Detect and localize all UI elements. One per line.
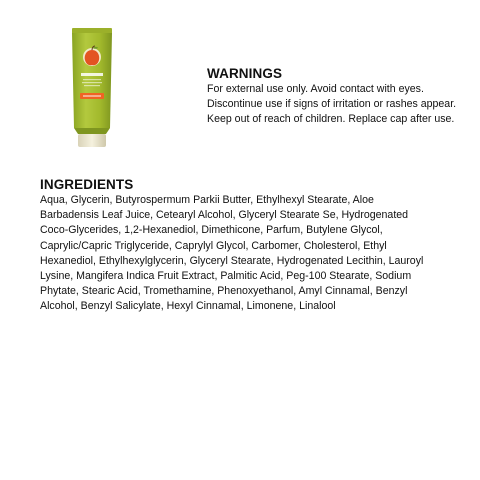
ingredients-line: Coco-Glycerides, 1,2-Hexanediol, Dimethicone, Parfum, Butylene Glycol, <box>40 224 383 237</box>
product-tube-image <box>68 26 116 148</box>
ingredients-line: Lysine, Mangifera Indica Fruit Extract, Palmitic Acid, Peg-100 Stearate, Sodium <box>40 270 412 283</box>
warnings-text <box>207 82 475 128</box>
ingredients-line: Caprylic/Capric Triglyceride, Caprylyl Glycol, Carbomer, Cholesterol, Ethyl <box>40 239 387 252</box>
warnings-title: WARNINGS <box>207 66 283 81</box>
ingredients-title: INGREDIENTS <box>40 177 134 192</box>
hand-cream-tube-icon <box>68 26 116 148</box>
warnings-line: For external use only. Avoid contact with eyes. <box>207 83 424 95</box>
ingredients-text <box>40 193 460 315</box>
ingredients-section <box>40 177 460 315</box>
tube-label-name <box>81 73 103 76</box>
warnings-line: Discontinue use if signs of irritation or rashes appear. <box>207 98 457 111</box>
ingredients-line: Phytate, Stearic Acid, Tromethamine, Phenoxyethanol, Amyl Cinnamal, Benzyl <box>40 285 408 298</box>
tube-shoulder <box>74 128 110 134</box>
ingredients-line: Alcohol, Benzyl Salicylate, Hexyl Cinnamal, Limonene, Linalool <box>40 300 336 313</box>
tube-body <box>72 33 112 128</box>
ingredients-line: Hexanediol, Ethylhexylglycerin, Glyceryl Stearate, Hydrogenated Lecithin, Lauroyl <box>40 254 424 267</box>
warnings-section <box>207 66 475 128</box>
ingredients-line: Aqua, Glycerin, Butyrospermum Parkii Butter, Ethylhexyl Stearate, Aloe <box>40 194 374 206</box>
ingredients-line: Barbadensis Leaf Juice, Cetearyl Alcohol, Glyceryl Stearate Se, Hydrogenated <box>40 209 409 222</box>
apple-icon <box>85 50 99 65</box>
tube-cap <box>78 134 106 147</box>
warnings-line: Keep out of reach of children. Replace cap after use. <box>207 113 455 126</box>
